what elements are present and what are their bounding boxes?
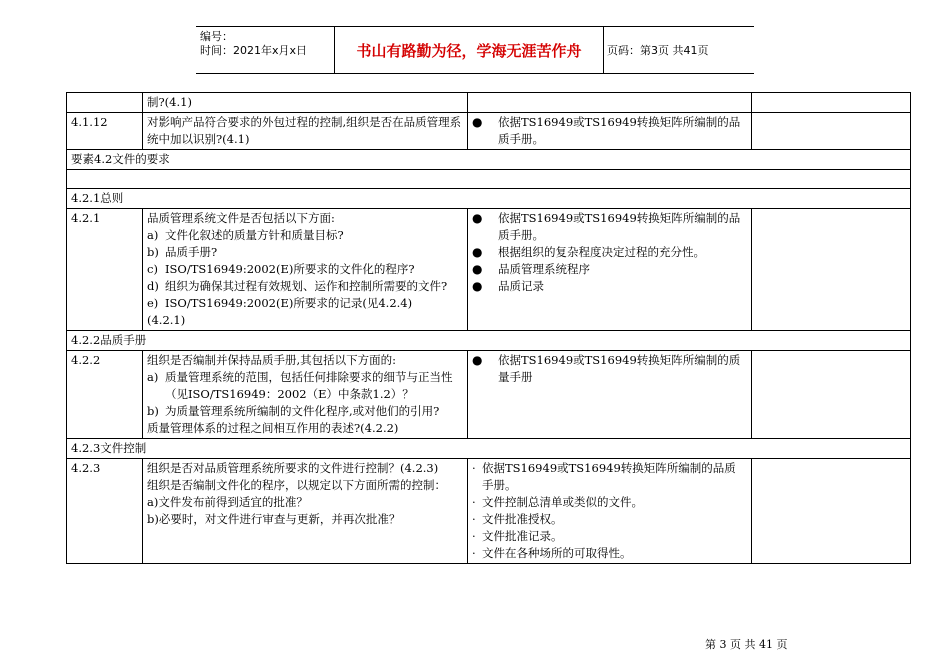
page-header	[196, 26, 754, 74]
evidence-item: ● 依据TS16949或TS16949转换矩阵所编制的品质手册。	[472, 115, 741, 146]
evidence-cell: ● 依据TS16949或TS16949转换矩阵所编制的质量手册	[468, 351, 752, 439]
table-row	[67, 459, 911, 564]
table-row	[67, 93, 911, 113]
number-label: 编号：	[200, 30, 233, 43]
section-title: 要素4.2文件的要求	[67, 150, 911, 170]
bullet-icon: ●	[472, 262, 483, 276]
bullet-icon: ●	[472, 353, 483, 367]
table-row	[67, 351, 911, 439]
clause-id: 4.1.12	[67, 113, 143, 150]
bullet-icon: ·	[472, 546, 476, 560]
header-page-code: 页码：第3页 共41页	[607, 44, 709, 57]
section-row	[67, 439, 911, 459]
question-cell: 制?(4.1)	[143, 93, 468, 113]
section-row	[67, 150, 911, 170]
question-cell: 组织是否编制并保持品质手册,其包括以下方面的: a) 质量管理系统的范围，包括任何排除要求的细节与正当性（见ISO/TS16949：2002（E）中条款1.2）？ b) 为质量管理系统所编制的文件化程序,或对他们的引用? 质量管理体系的过程之间相互作用的表述?(4.2.2)	[143, 351, 468, 439]
bullet-icon: ·	[472, 512, 476, 526]
bullet-icon: ●	[472, 115, 483, 129]
evidence-cell: ● 依据TS16949或TS16949转换矩阵所编制的品质手册。 ● 根据组织的复杂程度决定过程的充分性。 ● 品质管理系统程序 ● 品质记录	[468, 209, 752, 331]
bullet-icon: ●	[472, 211, 483, 225]
clause-id: 4.2.1	[67, 209, 143, 331]
header-motto: 书山有路勤为径，学海无涯苦作舟	[334, 27, 604, 73]
question-cell: 组织是否对品质管理系统所要求的文件进行控制？(4.2.3) 组织是否编制文件化的程序，以规定以下方面所需的控制： a)文件发布前得到适宜的批准？ b)必要时，对文件进行审查与更新，并再次批准？	[143, 459, 468, 564]
bullet-icon: ·	[472, 461, 476, 475]
table-row	[67, 113, 911, 150]
section-title: 4.2.3文件控制	[67, 439, 911, 459]
table-row	[67, 209, 911, 331]
bullet-icon: ·	[472, 495, 476, 509]
time-label: 时间：2021年x月x日	[200, 44, 308, 57]
evidence-cell: · 依据TS16949或TS16949转换矩阵所编制的品质手册。 · 文件控制总清单或类似的文件。 · 文件批准授权。 · 文件批准记录。 · 文件在各种场所的可取得性。	[468, 459, 752, 564]
section-title: 4.2.2品质手册	[67, 331, 911, 351]
audit-table	[66, 92, 911, 564]
evidence-cell	[468, 113, 752, 150]
question-cell: 对影响产品符合要求的外包过程的控制,组织是否在品质管理系统中加以识别?(4.1)	[143, 113, 468, 150]
blank-row	[67, 170, 911, 189]
bullet-icon: ·	[472, 529, 476, 543]
section-row	[67, 189, 911, 209]
clause-id: 4.2.3	[67, 459, 143, 564]
page-footer: 第 3 页 共 41 页	[705, 638, 788, 651]
question-cell: 品质管理系统文件是否包括以下方面: a) 文件化叙述的质量方针和质量目标? b) 品质手册? c) ISO/TS16949:2002(E)所要求的文件化的程序? d) 组织为确保其过程有效规划、运作和控制所需要的文件? e) ISO/TS16949:2002(E)所要求的记录(见4.2.4) (4.2.1)	[143, 209, 468, 331]
bullet-icon: ●	[472, 279, 483, 293]
clause-id: 4.2.2	[67, 351, 143, 439]
section-title: 4.2.1总则	[67, 189, 911, 209]
section-row	[67, 331, 911, 351]
header-meta	[196, 27, 334, 73]
bullet-icon: ●	[472, 245, 483, 259]
